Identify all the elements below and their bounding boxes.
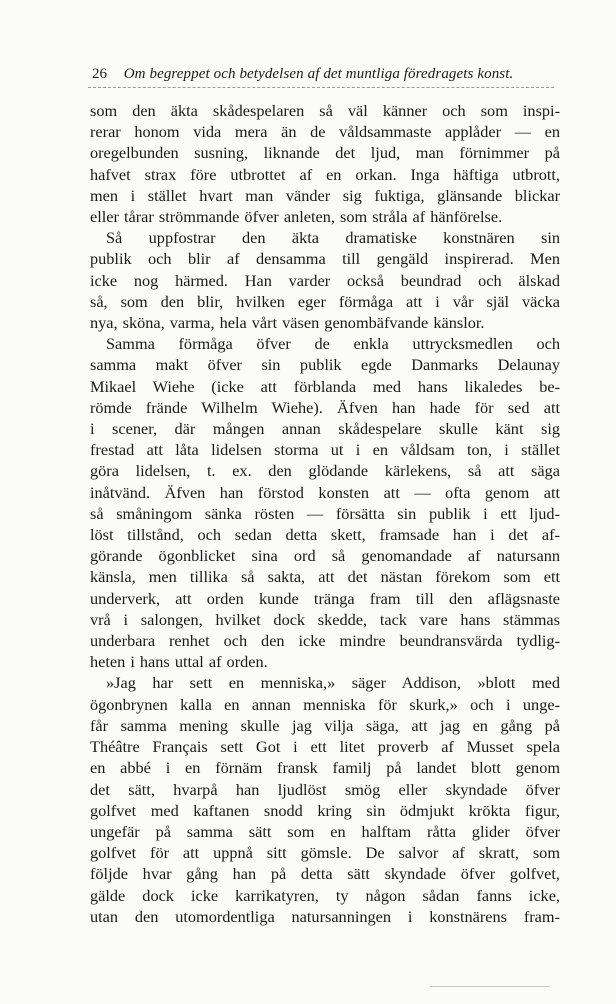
text-line: inåtvänd. Äfven han förstod konsten att — ofta genom att bbox=[90, 482, 560, 502]
text-line: göra lidelsen, t. ex. den glödande kärlekens, så att säga bbox=[90, 461, 560, 481]
footer-rule bbox=[430, 986, 550, 987]
text-line: frestad att låta lidelsen storma ut i en våldsam ton, i stället bbox=[90, 440, 560, 460]
text-line: underbara renhet och den icke mindre beundransvärda tydlig- bbox=[90, 631, 560, 651]
text-line: Samma förmåga öfver de enkla uttrycksmedlen och bbox=[106, 334, 560, 354]
text-line: golfvet för att uppnå sitt gömsle. De salvor af skratt, som bbox=[90, 843, 560, 863]
text-line: golfvet med kaftanen snodd kring sin ödmjukt krökta figur, bbox=[90, 800, 560, 820]
text-line: följde hvar gång han på detta sätt skyndade öfver golfvet, bbox=[90, 864, 560, 884]
text-line: känsla, men tillika så sakta, att det nästan förekom som ett bbox=[90, 567, 560, 587]
page-number: 26 bbox=[92, 66, 107, 82]
text-line: heten i hans uttal af orden. bbox=[90, 652, 268, 672]
text-line: hafvet strax före utbrottet af en orkan. Inga häftiga utbrott, bbox=[90, 164, 560, 184]
running-title: Om begreppet och betydelsen af det muntliga föredragets konst. bbox=[123, 66, 514, 82]
text-line: oregelbunden susning, liknande det ljud, man förnimmer på bbox=[90, 143, 560, 163]
text-line: i scener, där mången annan skådespelare skulle känt sig bbox=[90, 419, 560, 439]
text-line: rerar honom vida mera än de våldsammaste applåder — en bbox=[90, 122, 560, 142]
text-line: en abbé i en förnäm fransk familj på landet blott genom bbox=[90, 758, 560, 778]
text-line: underverk, att orden kunde tränga fram till den aflägsnaste bbox=[90, 588, 560, 608]
text-line: ungefär på samma sätt som en halftam råtta glider öfver bbox=[90, 821, 560, 841]
text-line: eller tårar strömmande öfver anleten, som stråla af hänförelse. bbox=[90, 207, 503, 227]
text-line: ögonbrynen kalla en annan menniska för skurk,» och i unge- bbox=[90, 694, 560, 714]
text-line: görande ögonblicket sina ord så genomandade af natursann bbox=[90, 546, 560, 566]
text-line: det sätt, hvarpå han ljudlöst smög eller skyndade öfver bbox=[90, 779, 560, 799]
text-line: Théâtre Français sett Got i ett litet proverb af Musset spela bbox=[90, 737, 560, 757]
text-line: men i stället hvart man vänder sig fuktiga, glänsande blickar bbox=[90, 185, 560, 205]
body-text bbox=[90, 100, 560, 927]
text-line: får samma mening skulle jag vilja säga, att jag en gång på bbox=[90, 715, 560, 735]
text-line: så, som den blir, hvilken eger förmåga att i vår själ väcka bbox=[90, 291, 560, 311]
text-line: vrå i salongen, hvilket dock skedde, tack vare hans stämmas bbox=[90, 609, 560, 629]
text-line: samma makt öfver sin publik egde Danmarks Delaunay bbox=[90, 355, 560, 375]
text-line: så småningom sänka rösten — försätta sin publik i ett ljud- bbox=[90, 503, 560, 523]
text-line: Mikael Wiehe (icke att förblanda med hans likaledes be- bbox=[90, 376, 560, 396]
text-line: nya, sköna, varma, hela vårt väsen genombäfvande känslor. bbox=[90, 313, 485, 333]
header-rule bbox=[88, 87, 554, 88]
text-line: gälde dock icke karrikatyren, ty någon sådan fanns icke, bbox=[90, 885, 560, 905]
text-line: som den äkta skådespelaren så väl känner och som inspi- bbox=[90, 101, 560, 120]
text-line: römde frände Wilhelm Wiehe). Äfven han hade för sed att bbox=[90, 397, 560, 417]
text-line: publik och blir af densamma till gengäld inspirerad. Men bbox=[90, 249, 560, 269]
text-line: icke nog härmed. Han varder också beundrad och älskad bbox=[90, 270, 560, 290]
text-line: utan den utomordentliga natursanningen i konstnärens fram- bbox=[90, 906, 560, 926]
running-header bbox=[92, 64, 550, 84]
text-line: löst tillstånd, och sedan detta skett, framsade han i det af- bbox=[90, 525, 560, 545]
text-line: »Jag har sett en menniska,» säger Addison, »blott med bbox=[106, 673, 560, 693]
text-line: Så uppfostrar den äkta dramatiske konstnären sin bbox=[106, 228, 560, 248]
